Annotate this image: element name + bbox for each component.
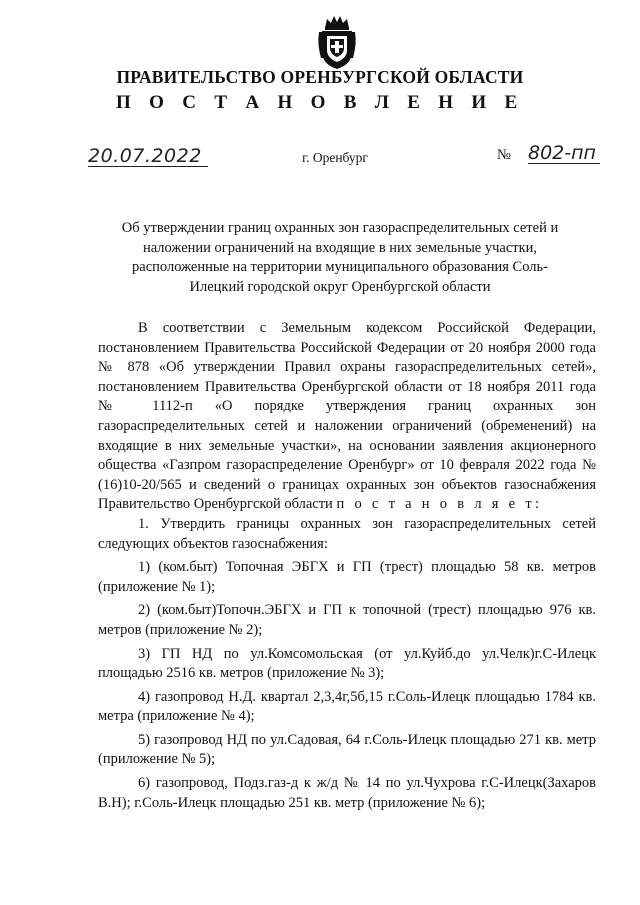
clause-1: 1. Утвердить границы охранных зон газораспределительных сетей следующих объектов газоснабжения:: [98, 515, 596, 552]
list-item: 1) (ком.быт) Топочная ЭБГХ и ГП (трест) площадью 58 кв. метров (приложение № 1);: [98, 559, 596, 595]
government-name: ПРАВИТЕЛЬСТВО ОРЕНБУРГСКОЙ ОБЛАСТИ: [116, 67, 524, 87]
number-label: №: [497, 147, 511, 163]
document-date: 20.07.2022: [88, 146, 208, 167]
resolves-text: п о с т а н о в л я е т:: [336, 496, 543, 513]
document-number: 802-пп: [528, 143, 600, 164]
preamble-text: В соответствии с Земельным кодексом Российской Федерации, постановлением Правительства Российской Федерации от 20 ноября 2000 года № 878 «Об утверждении Правил охраны газораспределительных сетей», постановлением Правительства Оренбургской области от 18 ноября 2011 года № 1112-п «О порядке утверждения границ охранных зон газораспределительных сетей и наложении ограничений (обременений) на входящие в них земельные участки», на основании заявления акционерного общества «Газпром газораспределение Оренбург» от 10 февраля 2022 года № (16)10-20/565 и сведений о границах охранных зон объектов газоснабжения Правительство Оренбургской области: [98, 320, 596, 513]
list-item: 3) ГП НД по ул.Комсомольская (от ул.Куйб.до ул.Челк)г.С-Илецк площадью 2516 кв. метров (приложение № 3);: [98, 645, 596, 682]
coat-of-arms-icon: [316, 14, 358, 70]
list-item: 2) (ком.быт)Топочн.ЭБГХ и ГП к топочной (трест) площадью 976 кв. метров (приложение № 2);: [98, 602, 596, 638]
document-type: П О С Т А Н О В Л Е Н И Е: [116, 92, 524, 113]
document-title: Об утверждении границ охранных зон газораспределительных сетей и наложении ограничений на входящие в них земельные участки, расположенные на территории муниципального образования Соль-Илецкий городской округ Оренбургской области: [121, 220, 559, 295]
list-item: 4) газопровод Н.Д. квартал 2,3,4г,5б,15 г.Соль-Илецк площадью 1784 кв. метра (приложение № 4);: [98, 688, 596, 725]
list-item: 5) газопровод НД по ул.Садовая, 64 г.Соль-Илецк площадью 271 кв. метр (приложение № 5);: [98, 731, 596, 768]
document-body: [98, 319, 596, 813]
document-city: г. Оренбург: [302, 150, 368, 165]
preamble-paragraph: [98, 319, 596, 515]
list-item: 6) газопровод, Подз.газ-д к ж/д № 14 по ул.Чухрова г.С-Илецк(Захаров В.Н); г.Соль-Илецк площадью 251 кв. метр (приложение № 6);: [98, 775, 596, 811]
